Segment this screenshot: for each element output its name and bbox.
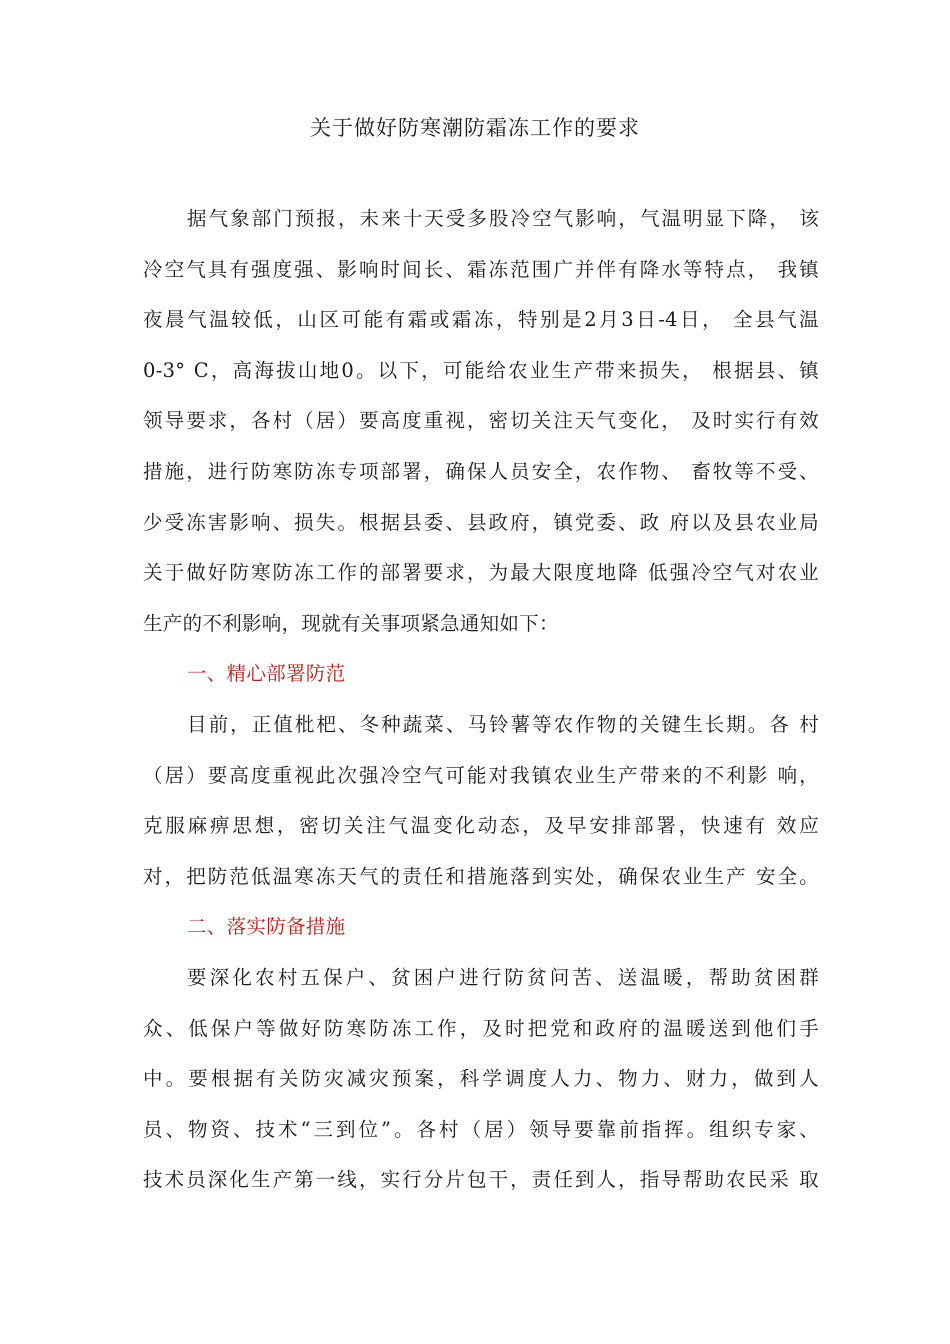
paragraph-line: 0-3° C，高海拔山地0。以下，可能给农业生产带来损失， 根据县、镇 (143, 358, 819, 382)
paragraph-line: 技术员深化生产第一线，实行分片包干，责任到人，指导帮助农民采 取 (143, 1168, 819, 1192)
paragraph-line: 克服麻痹思想，密切关注气温变化动态，及早安排部署，快速有 效应 (143, 814, 819, 838)
paragraph-line: 中。要根据有关防灾减灾预案，科学调度人力、物力、财力，做到人 (143, 1067, 819, 1091)
section-heading-1: 一、精心部署防范 (187, 662, 346, 686)
paragraph-line: （居）要高度重视此次强冷空气可能对我镇农业生产带来的不利影 响， (143, 763, 819, 787)
section-heading-2: 二、落实防备措施 (187, 915, 346, 939)
paragraph-line: 措施，进行防寒防冻专项部署，确保人员安全，农作物、 畜牧等不受、 (143, 459, 819, 483)
paragraph-line: 关于做好防寒防冻工作的部署要求，为最大限度地降 低强冷空气对农业 (143, 561, 819, 585)
paragraph-line: 目前，正值枇杷、冬种蔬菜、马铃薯等农作物的关键生长期。各 村 (187, 712, 819, 736)
paragraph-line: 冷空气具有强度强、影响时间长、霜冻范围广并伴有降水等特点， 我镇 (143, 257, 819, 281)
paragraph-forecast (143, 194, 819, 1206)
document-title: 关于做好防寒潮防霜冻工作的要求 (310, 116, 640, 140)
paragraph-line: 要深化农村五保户、贫困户进行防贫问苦、送温暖，帮助贫困群 (187, 965, 819, 989)
paragraph-line: 对，把防范低温寒冻天气的责任和措施落到实处，确保农业生产 安全。 (143, 864, 819, 888)
paragraph-line: 夜晨气温较低，山区可能有霜或霜冻，特别是2月3日-4日， 全县气温 (143, 308, 819, 332)
paragraph-line: 领导要求，各村（居）要高度重视，密切关注天气变化， 及时实行有效 (143, 409, 819, 433)
paragraph-line: 据气象部门预报，未来十天受多股冷空气影响，气温明显下降， 该 (187, 207, 819, 230)
paragraph-line: 少受冻害影响、损失。根据县委、县政府，镇党委、政 府以及县农业局 (143, 510, 819, 534)
paragraph-line: 生产的不利影响，现就有关事项紧急通知如下： (143, 611, 559, 635)
paragraph-line: 众、低保户等做好防寒防冻工作，及时把党和政府的温暖送到他们手 (143, 1016, 819, 1040)
paragraph-line: 员、物资、技术“三到位”。各村（居）领导要靠前指挥。组织专家、 (143, 1117, 819, 1141)
